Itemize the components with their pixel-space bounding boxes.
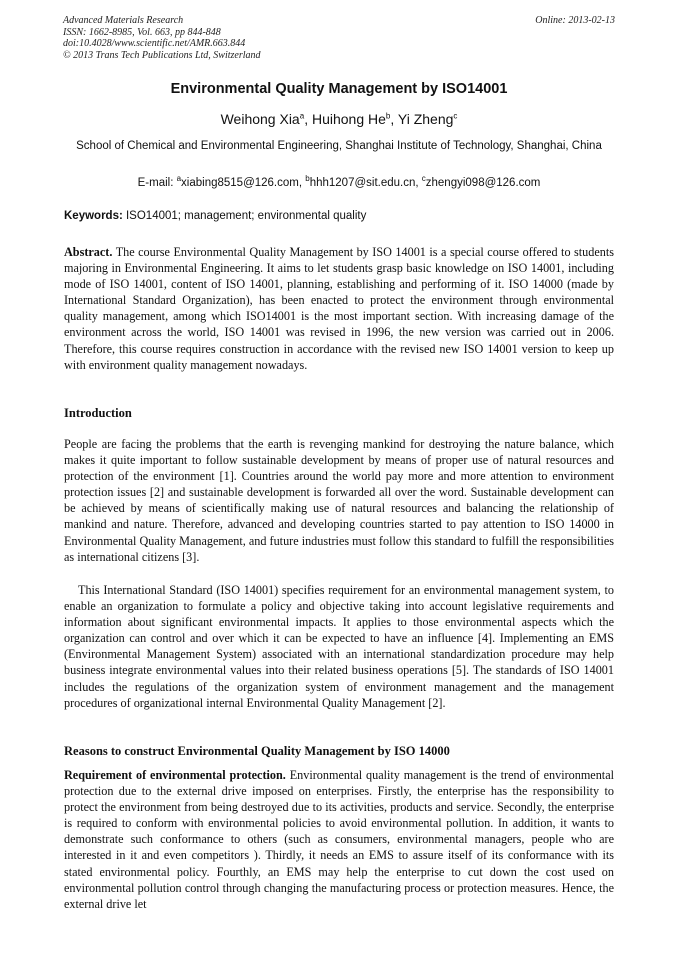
email-label: E-mail: — [137, 176, 177, 189]
keywords-label: Keywords: — [64, 210, 123, 222]
author-superscript: c — [453, 111, 458, 121]
abstract-section — [64, 244, 614, 373]
paragraph-text: This International Standard (ISO 14001) specifies requirement for an environmental management system, to enable an organization to formulate a policy and objective taking into account legislative requirements and information about significant environmental impacts. It applies to those environmental aspects which the organization can control and over which it can be expected to have an influence [4]. Implementing an EMS (Environmental Management System) associated with an international standardization procedure may help business integrate environmental values into their related business operations [5]. The standards of ISO 14001 includes the regulations of the organization system of environment management and the management procedures of organizational internal Environmental Quality Management [2]. — [64, 583, 614, 710]
author-name: Yi Zheng — [397, 111, 454, 127]
email-superscript: b — [305, 174, 310, 183]
introduction-heading: Introduction — [64, 406, 132, 420]
reasons-heading: Reasons to construct Environmental Quality Management by ISO 14000 — [64, 744, 450, 758]
author-superscript: b — [385, 111, 391, 121]
email-link-a[interactable]: xiabing8515@126.com, — [181, 176, 306, 189]
journal-header — [63, 15, 615, 61]
author-separator: , — [390, 111, 398, 127]
keywords-text: ISO14001; management; environmental quality — [122, 210, 367, 222]
introduction-paragraph-1 — [64, 436, 614, 565]
issn-line: ISSN: 1662-8985, Vol. 663, pp 844-848 — [63, 26, 221, 38]
doi-line: doi:10.4028/www.scientific.net/AMR.663.844 — [63, 38, 246, 49]
abstract-label: Abstract. — [64, 245, 113, 259]
copyright-line: © 2013 Trans Tech Publications Ltd, Switzerland — [63, 49, 261, 61]
email-superscript: a — [176, 174, 182, 183]
abstract-text: The course Environmental Quality Management by ISO 14001 is a special course offered to students majoring in Environmental Engineering. It aims to let students grasp basic knowledge on ISO 14001, including mode of ISO 14001, content of ISO 14001, planning, establishing and performing of it. ISO 14000 (made by International Standard Organization), has been enacted to protect the environment through environmental quality management, among which ISO14001 is the most important section. With increasing damage of the environment across the world, ISO 14001 was revised in 1996, the new version was carried out in 2006. Therefore, this course requires construction in accordance with the revised new ISO 14001 version to keep up with environment quality management nowadays. — [64, 245, 614, 372]
author-list — [40, 111, 638, 127]
email-line — [40, 174, 638, 189]
keywords-line — [64, 210, 614, 222]
affiliation: School of Chemical and Environmental Engineering, Shanghai Institute of Technology, Shanghai, China — [76, 140, 602, 152]
journal-name: Advanced Materials Research — [63, 15, 184, 26]
email-link-b[interactable]: hhh1207@sit.edu.cn, — [309, 176, 422, 189]
author-name: Huihong He — [311, 111, 386, 127]
author-separator: , — [304, 111, 312, 127]
email-link-c[interactable]: zhengyi098@126.com — [425, 176, 541, 189]
introduction-paragraph-2 — [64, 582, 614, 711]
email-superscript: c — [421, 174, 426, 183]
online-date: Online: 2013-02-13 — [535, 15, 615, 26]
author-name: Weihong Xia — [220, 111, 300, 127]
reasons-paragraph — [64, 767, 614, 912]
reasons-text: Environmental quality management is the trend of environmental protection due to the external drive imposed on enterprises. Firstly, the enterprise has the responsibility to protect the environment from being destroyed due to its activities, products and service. Secondly, the enterprise is required to conform with environmental policies to avoid environmental pollution. In addition, it wants to demonstrate such conformance to others (such as consumers, environmental managers, people who are interested in it and even competitors ). Thirdly, it needs an EMS to assure itself of its conformance with its stated environmental policy. Fourthly, an EMS may help the enterprise to cut down the cost used on environmental pollution control through changing the manufacturing process or protection measures. Hence, the external drive let — [64, 768, 614, 911]
paragraph-text: People are facing the problems that the earth is revenging mankind for destroying the nature balance, which makes it quite important to follow sustainable development by means of proper use of natural resources and protection of the environment [1]. Countries around the world pay more and more attention to environment protection issues [2] and sustainable development is forwarded all over the word. Sustainable development can be achieved by means of scientifically making use of natural resources and balancing the relationship of mankind and nature. Therefore, advanced and developing countries started to pay attention to ISO 14000 in Environmental Quality Management, and future industries must follow this standard to fulfill the responsibilities as international citizens [3]. — [64, 437, 614, 564]
reasons-label: Requirement of environmental protection. — [64, 768, 286, 782]
paper-title: Environmental Quality Management by ISO14001 — [170, 81, 508, 97]
author-superscript: a — [299, 111, 305, 121]
